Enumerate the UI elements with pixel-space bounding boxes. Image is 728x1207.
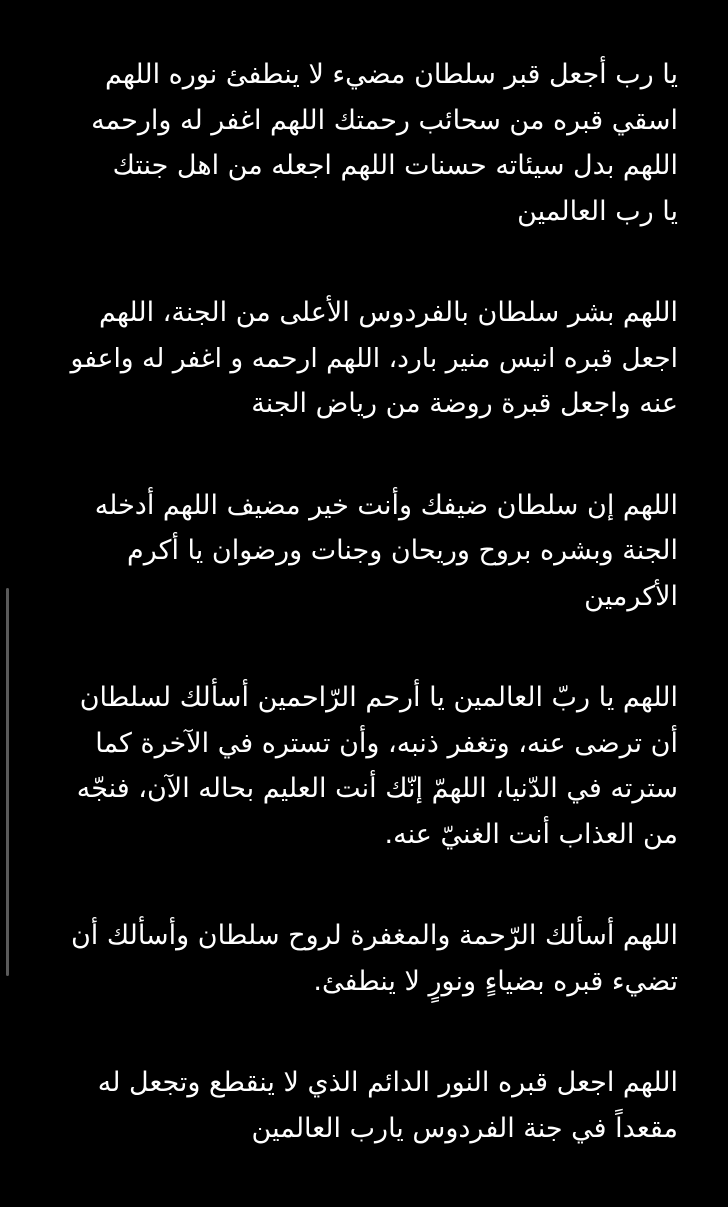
text-line: مقعداً في جنة الفردوس يارب العالمين (251, 1112, 678, 1144)
text-line: يا رب العالمين (517, 195, 678, 227)
text-line: أن ترضى عنه، وتغفر ذنبه، وأن تستره في الآخرة كما (95, 727, 678, 759)
paragraph-3 (60, 483, 678, 620)
text-line: اللهم أسألك الرّحمة والمغفرة لروح سلطان وأسألك أن (70, 920, 678, 951)
text-line: الجنة وبشره بروح وريحان وجنات ورضوان يا أكرم (126, 535, 678, 566)
note-text-body (60, 52, 678, 1207)
text-line: سترته في الدّنيا، اللهمّ إنّك أنت العليم بحاله الآن، فنجّه (76, 773, 678, 804)
paragraph-6 (60, 1060, 678, 1151)
text-line: اجعل قبره انيس منير بارد، اللهم ارحمه و اغفر له واعفو (70, 342, 678, 374)
text-line: عنه واجعل قبرة روضة من رياض الجنة (251, 388, 678, 419)
text-line: من العذاب أنت الغنيّ عنه. (384, 818, 678, 850)
text-line: تضيء قبره بضياءٍ ونورٍ لا ينطفئ. (313, 965, 678, 997)
paragraph-1 (60, 52, 678, 234)
paragraph-4 (60, 675, 678, 857)
text-line: اللهم بشر سلطان بالفردوس الأعلى من الجنة، اللهم (98, 297, 678, 328)
text-line: اسقي قبره من سحائب رحمتك اللهم اغفر له وارحمه (91, 104, 678, 136)
text-line: اللهم بدل سيئاته حسنات اللهم اجعله من اهل جنتك (112, 150, 678, 181)
text-line: اللهم اجعل قبره النور الدائم الذي لا ينقطع وتجعل له (97, 1067, 678, 1098)
paragraph-5 (60, 913, 678, 1004)
text-line: يا رب أجعل قبر سلطان مضيء لا ينطفئ نوره اللهم (105, 59, 678, 90)
text-line: اللهم يا ربّ العالمين يا أرحم الرّاحمين أسألك لسلطان (79, 682, 678, 713)
vertical-scrollbar[interactable] (6, 588, 9, 976)
text-line: اللهم إن سلطان ضيفك وأنت خير مضيف اللهم أدخله (94, 489, 678, 521)
text-line: الأكرمين (584, 580, 678, 612)
paragraph-2 (60, 290, 678, 427)
